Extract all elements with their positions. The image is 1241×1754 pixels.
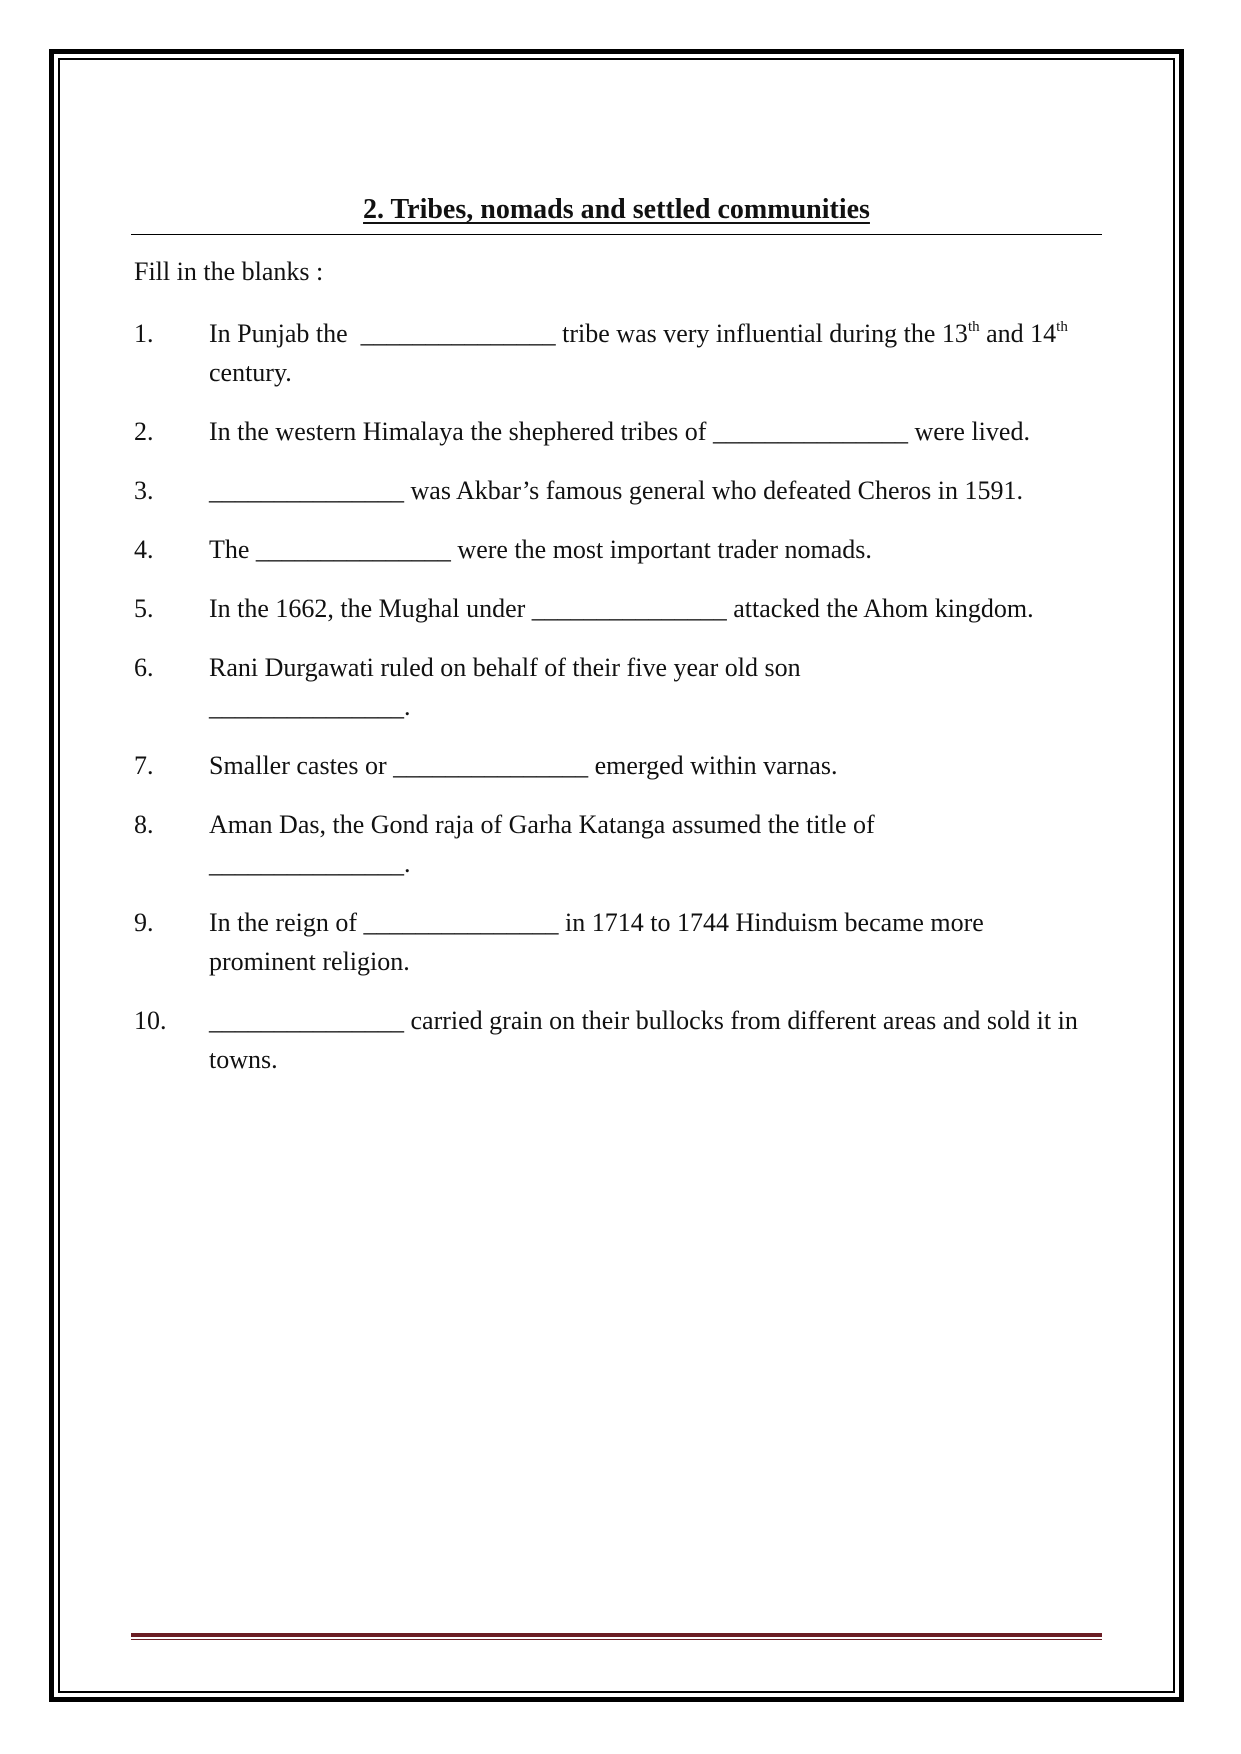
question-list (134, 314, 1094, 1099)
worksheet-title: 2. Tribes, nomads and settled communities (363, 194, 870, 225)
question-text: The _______________ were the most important trader nomads. (209, 535, 872, 564)
answer-blank: _______________ (360, 319, 556, 348)
footer-rule-thick (131, 1633, 1102, 1637)
question-text: In Punjab the _______________ tribe was very influential during the 13th and 14th century. (209, 319, 1081, 387)
question-number: 2. (134, 417, 154, 446)
footer-rule-thin (131, 1639, 1102, 1640)
answer-blank: _______________ (209, 1006, 404, 1035)
question-text: In the reign of _______________ in 1714 to 1744 Hinduism became more prominent religion. (209, 908, 991, 976)
question-text: _______________ carried grain on their bullocks from different areas and sold it in towns. (209, 1006, 1085, 1074)
question-number: 3. (134, 476, 154, 505)
question-text: Smaller castes or _______________ emerged within varnas. (209, 751, 838, 780)
question-number: 7. (134, 751, 154, 780)
question-number: 8. (134, 810, 154, 839)
question-number: 6. (134, 653, 154, 682)
answer-blank: _______________ (209, 692, 404, 721)
question-item (134, 746, 1094, 785)
title-divider (131, 234, 1102, 235)
question-item (134, 648, 1094, 726)
question-text: Rani Durgawati ruled on behalf of their five year old son _______________. (209, 653, 808, 721)
question-text: In the 1662, the Mughal under _______________ attacked the Ahom kingdom. (209, 594, 1034, 623)
question-text: In the western Himalaya the shephered tribes of _______________ were lived. (209, 417, 1030, 446)
answer-blank: _______________ (393, 751, 589, 780)
answer-blank: _______________ (209, 849, 404, 878)
question-item (134, 589, 1094, 628)
question-number: 4. (134, 535, 154, 564)
answer-blank: _______________ (712, 417, 908, 446)
answer-blank: _______________ (255, 535, 451, 564)
question-number: 1. (134, 319, 154, 348)
question-item (134, 805, 1094, 883)
question-item (134, 471, 1094, 510)
question-item (134, 412, 1094, 451)
answer-blank: _______________ (363, 908, 559, 937)
question-item (134, 530, 1094, 569)
question-item (134, 903, 1094, 981)
question-number: 10. (134, 1006, 167, 1035)
question-number: 5. (134, 594, 154, 623)
question-number: 9. (134, 908, 154, 937)
question-text: _______________ was Akbar’s famous general who defeated Cheros in 1591. (209, 476, 1024, 505)
instruction-text: Fill in the blanks : (134, 257, 324, 286)
answer-blank: _______________ (531, 594, 727, 623)
question-text: Aman Das, the Gond raja of Garha Katanga assumed the title of _______________. (209, 810, 882, 878)
question-item (134, 1001, 1094, 1079)
answer-blank: _______________ (209, 476, 404, 505)
question-item (134, 314, 1094, 392)
